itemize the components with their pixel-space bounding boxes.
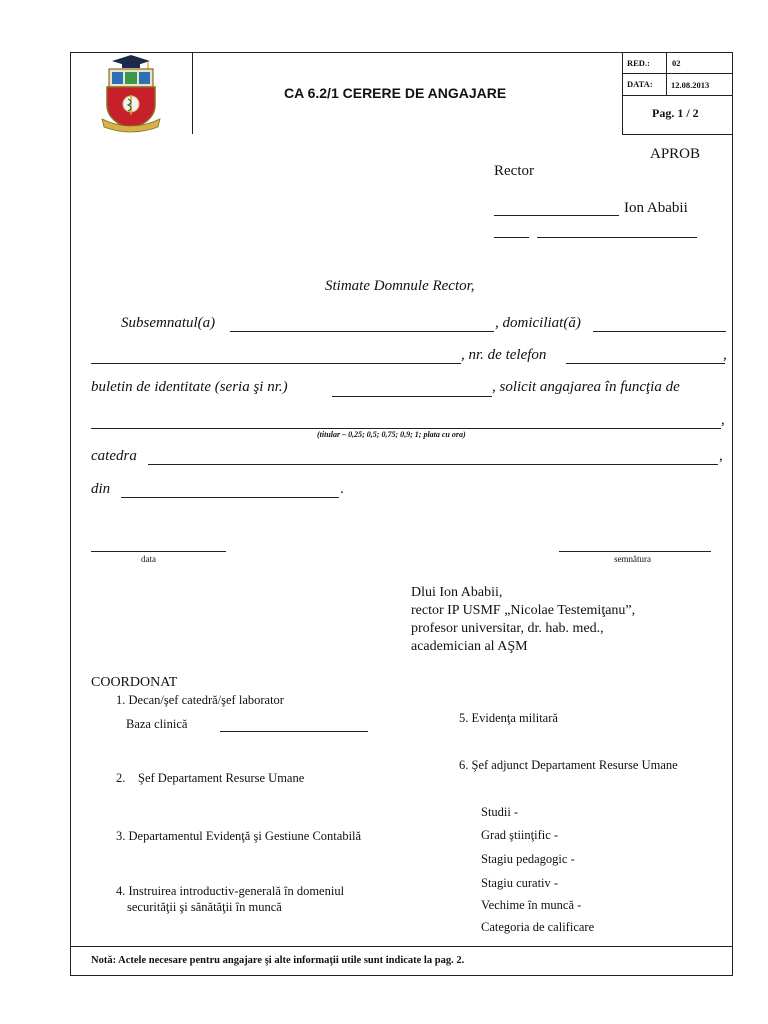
data-label: DATA:: [627, 79, 653, 89]
date-signature-line[interactable]: [91, 551, 226, 552]
catedra-field-line[interactable]: [148, 464, 718, 465]
din-label: din: [91, 481, 111, 497]
page-title: CA 6.2/1 CERERE DE ANGAJARE: [284, 85, 507, 101]
salutation: Stimate Domnule Rector,: [325, 278, 475, 294]
buletin-label: buletin de identitate (seria şi nr.): [91, 379, 288, 395]
footer-note-text: Actele necesare pentru angajare şi alte informaţii utile sunt indicate la pag. 2.: [116, 955, 465, 966]
coordonat-item-2: Şef Departament Resurse Umane: [138, 771, 305, 785]
baza-clinica-label: Baza clinică: [126, 717, 188, 731]
header-divider-left: [192, 52, 193, 134]
field-stagiu-curativ: Stagiu curativ -: [481, 876, 559, 890]
din-field-line[interactable]: [121, 497, 339, 498]
name-field-line[interactable]: [230, 331, 494, 332]
footer-note-label: Notă:: [91, 955, 117, 966]
field-categoria-calificare: Categoria de calificare: [481, 920, 595, 934]
date-caption: data: [141, 554, 156, 564]
telefon-label: , nr. de telefon: [461, 347, 547, 363]
coordonat-item-3: 3. Departamentul Evidenţă şi Gestiune Contabilă: [116, 829, 362, 843]
approval-date-line-1: [494, 237, 529, 238]
signature-caption: semnătura: [614, 554, 651, 564]
catedra-line-comma: ,: [719, 448, 723, 464]
phone-field-line[interactable]: [566, 363, 725, 364]
page-number: Pag. 1 / 2: [652, 106, 699, 120]
field-vechime: Vechime în muncă -: [481, 898, 582, 912]
addressee-line-1: Dlui Ion Ababii,: [411, 585, 503, 600]
address-field-line[interactable]: [91, 363, 461, 364]
aprob-label: APROB: [650, 146, 701, 162]
meta-row-line-1: [622, 73, 733, 74]
field-stagiu-pedagogic: Stagiu pedagogic -: [481, 852, 575, 866]
titular-note: (titular – 0,25; 0,5; 0,75; 0,9; 1; plata cu ora): [317, 430, 466, 439]
header-divider-right: [622, 52, 623, 134]
signature-line[interactable]: [559, 551, 711, 552]
coordonat-item-4-line-2: securităţii şi sănătăţii în muncă: [127, 900, 282, 914]
coordonat-item-2-number: 2.: [116, 771, 126, 785]
coordonat-item-5: 5. Evidenţa militară: [459, 711, 558, 725]
solicit-label: , solicit angajarea în funcţia de: [492, 379, 680, 395]
id-field-line[interactable]: [332, 396, 492, 397]
domiciliat-label: , domiciliat(ă): [495, 315, 581, 331]
footer-divider: [70, 946, 733, 947]
data-value: 12.08.2013: [671, 80, 710, 90]
footer-note: [91, 955, 464, 966]
addressee-line-2: rector IP USMF „Nicolae Testemiţanu”,: [411, 603, 636, 618]
addressee-line-3: profesor universitar, dr. hab. med.,: [411, 621, 604, 636]
addressee-line-4: academician al AŞM: [411, 639, 528, 654]
rector-signature-line: [494, 215, 619, 216]
field-grad-stiintific: Grad ştiinţific -: [481, 828, 559, 842]
subsemnatul-label: Subsemnatul(a): [121, 315, 216, 331]
domicile-field-line[interactable]: [593, 331, 726, 332]
position-field-line[interactable]: [91, 428, 721, 429]
position-line-comma: ,: [721, 412, 725, 428]
coordonat-item-1: 1. Decan/şef catedră/şef laborator: [116, 693, 284, 707]
rector-label: Rector: [494, 163, 534, 179]
baza-clinica-field-line[interactable]: [220, 731, 368, 732]
phone-line-comma: ,: [723, 347, 727, 363]
field-studii: Studii -: [481, 805, 519, 819]
approval-date-line-2: [537, 237, 697, 238]
red-label: RED.:: [627, 58, 650, 68]
header-bottom-line: [622, 134, 733, 135]
red-value: 02: [672, 58, 681, 68]
din-line-period: .: [340, 481, 344, 497]
coordonat-item-6: 6. Şef adjunct Departament Resurse Umane: [459, 758, 678, 772]
coordonat-item-4-line-1: 4. Instruirea introductiv-generală în domeniul: [116, 884, 345, 898]
coordonat-title: COORDONAT: [91, 675, 178, 690]
meta-row-line-2: [622, 95, 733, 96]
rector-name: Ion Ababii: [624, 200, 688, 216]
university-crest-logo: [98, 53, 164, 133]
catedra-label: catedra: [91, 448, 137, 464]
